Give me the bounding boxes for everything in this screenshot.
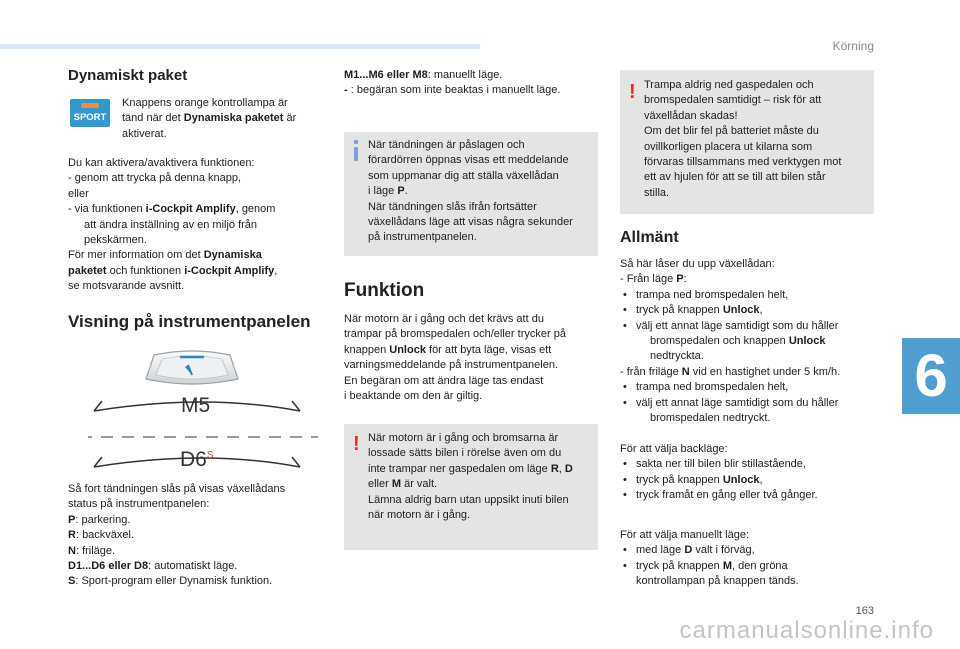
text-line: R: backväxel. xyxy=(68,529,135,542)
text-line: se motsvarande avsnitt. xyxy=(68,280,185,293)
manuellt-body xyxy=(620,528,882,590)
text-line: aktiverat. xyxy=(122,127,167,140)
warning-box-pedals xyxy=(620,70,874,214)
text-line: När motorn är i gång och det krävs att du xyxy=(344,313,544,325)
text-line: D1...D6 eller D8: automatiskt läge. xyxy=(68,560,238,573)
list-item: • tryck framåt en gång eller två gånger. xyxy=(620,488,882,503)
info-icon xyxy=(354,147,358,161)
text-line: Så här låser du upp växellådan: xyxy=(620,258,775,270)
display-upper-gear: M5 xyxy=(181,394,211,417)
text-line: trampar på bromspedalen och/eller trycker på xyxy=(344,328,566,341)
list-item: • tryck på knappen Unlock, xyxy=(620,303,882,318)
text-line: lossade sätts bilen i rörelse även om du xyxy=(368,447,562,460)
text-line: att ändra inställning av en miljö från xyxy=(84,218,258,231)
sport-button-icon xyxy=(70,99,110,127)
text-line: bromspedalen nedtryckt. xyxy=(650,412,771,425)
text-line: eller xyxy=(68,187,89,200)
text-line: pekskärmen. xyxy=(84,234,147,247)
heading-allmant: Allmänt xyxy=(620,229,679,246)
sport-superscript: S xyxy=(206,450,214,461)
text-line: S: Sport-program eller Dynamisk funktion. xyxy=(68,575,273,588)
text-line: bromspedalen och knappen Unlock xyxy=(650,335,826,348)
text-line: när motorn är i gång. xyxy=(368,509,471,522)
page-number: 163 xyxy=(855,605,874,617)
text-line: När tändningen är påslagen och xyxy=(368,139,525,151)
text-line: För att välja backläge: xyxy=(620,443,728,455)
text-line: Om det blir fel på batteriet måste du xyxy=(644,125,819,138)
list-item: • trampa ned bromspedalen helt, xyxy=(620,380,882,395)
text-line: tänd när det Dynamiska paketet är xyxy=(122,112,297,125)
text-line: kontrollampan på knappen tänds. xyxy=(636,575,799,588)
list-item: • med läge D valt i förväg, xyxy=(620,543,882,558)
text-line: eller M är valt. xyxy=(368,478,438,491)
heading-dynamiskt-paket: Dynamiskt paket xyxy=(68,67,188,84)
vis-body xyxy=(68,482,338,590)
info-box xyxy=(344,132,598,256)
dyn-body xyxy=(68,156,328,295)
text-line: nedtryckta. xyxy=(650,350,704,363)
list-item: • trampa ned bromspedalen helt, xyxy=(620,288,882,303)
text-line: - via funktionen i-Cockpit Amplify, genom xyxy=(68,203,276,216)
text-line: Trampa aldrig ned gaspedalen och xyxy=(644,79,814,91)
section-title: Körning xyxy=(832,39,874,53)
list-item: • sakta ner till bilen blir stillastående, xyxy=(620,457,882,472)
text-line: P: parkering. xyxy=(68,513,131,526)
text-line: För mer information om det Dynamiska xyxy=(68,249,262,262)
text-line: varningsmeddelande på instrumentpanelen. xyxy=(344,359,559,372)
heading-visning: Visning på instrumentpanelen xyxy=(68,312,311,331)
text-line: N: friläge. xyxy=(68,544,116,557)
text-line: växellådan skadas! xyxy=(644,109,738,122)
text-line: - från friläge N vid en hastighet under 5 km/h. xyxy=(620,365,841,378)
text-line: inte trampar ner gaspedalen om läge R, D xyxy=(368,462,573,475)
text-line: För att välja manuellt läge: xyxy=(620,529,750,541)
allmant-body xyxy=(620,257,882,426)
warning-icon: ! xyxy=(353,433,360,455)
text-line: ett av hjulen för att se till att bilen står xyxy=(644,171,826,184)
text-line: på instrumentpanelen. xyxy=(368,231,477,244)
text-line: paketet och funktionen i-Cockpit Amplify, xyxy=(68,264,278,277)
warning-box-motor xyxy=(344,424,598,550)
gear-selector-icon xyxy=(146,351,238,384)
text-line: M1...M6 eller M8: manuellt läge. xyxy=(344,69,503,81)
text-line: i beaktande om den är giltig. xyxy=(344,390,483,403)
text-line: När motorn är i gång och bromsarna är xyxy=(368,432,559,444)
text-line: En begäran om att ändra läge tas endast xyxy=(344,374,544,387)
display-lower-gear: $D6^S$ xyxy=(180,448,214,471)
text-line: Knappens orange kontrollampa är xyxy=(122,97,288,109)
text-line: status på instrumentpanelen: xyxy=(68,498,210,511)
list-item: • välj ett annat läge samtidigt som du håller xyxy=(620,319,882,334)
list-item: • tryck på knappen M, den gröna xyxy=(620,559,882,574)
text-line: bromspedalen samtidigt – risk för att xyxy=(644,94,822,107)
header-accent-bar xyxy=(0,44,480,49)
warning-icon: ! xyxy=(629,81,636,103)
dyn-intro xyxy=(122,96,322,142)
text-line: knappen Unlock för att byta läge, visas ett xyxy=(344,343,552,356)
text-line: som uppmanar dig att ställa växellådan xyxy=(368,169,559,182)
sport-indicator-lamp xyxy=(81,103,99,108)
text-line: stilla. xyxy=(644,186,670,199)
text-line: - Från läge P: xyxy=(620,273,687,286)
text-line: Så fort tändningen slås på visas växellådans xyxy=(68,483,286,495)
funktion-body xyxy=(344,312,604,404)
list-item: • välj ett annat läge samtidigt som du håller xyxy=(620,396,882,411)
watermark: carmanualsonline.info xyxy=(679,617,934,644)
text-line: Lämna aldrig barn utan uppsikt inuti bilen xyxy=(368,493,569,506)
chapter-tab: 6 xyxy=(902,338,960,414)
text-line: växellådans läge att visas några sekunder xyxy=(368,216,573,229)
text-line: - genom att trycka på denna knapp, xyxy=(68,172,242,185)
text-line: Du kan aktivera/avaktivera funktionen: xyxy=(68,157,255,169)
text-line: När tändningen slås ifrån fortsätter xyxy=(368,200,537,213)
text-line: i läge P. xyxy=(368,185,408,198)
list-item: • tryck på knappen Unlock, xyxy=(620,473,882,488)
mid-top xyxy=(344,68,604,99)
text-line: förvaras tillsammans med verktygen mot xyxy=(644,156,842,169)
text-line: - : begäran som inte beaktas i manuellt läge. xyxy=(344,84,561,97)
backlage-body xyxy=(620,442,882,504)
text-line: ovillkorligen placera ut kilarna som xyxy=(644,140,813,153)
heading-funktion: Funktion xyxy=(344,280,425,301)
sport-button-label: SPORT xyxy=(73,112,107,123)
text-line: förardörren öppnas visas ett meddelande xyxy=(368,154,569,167)
